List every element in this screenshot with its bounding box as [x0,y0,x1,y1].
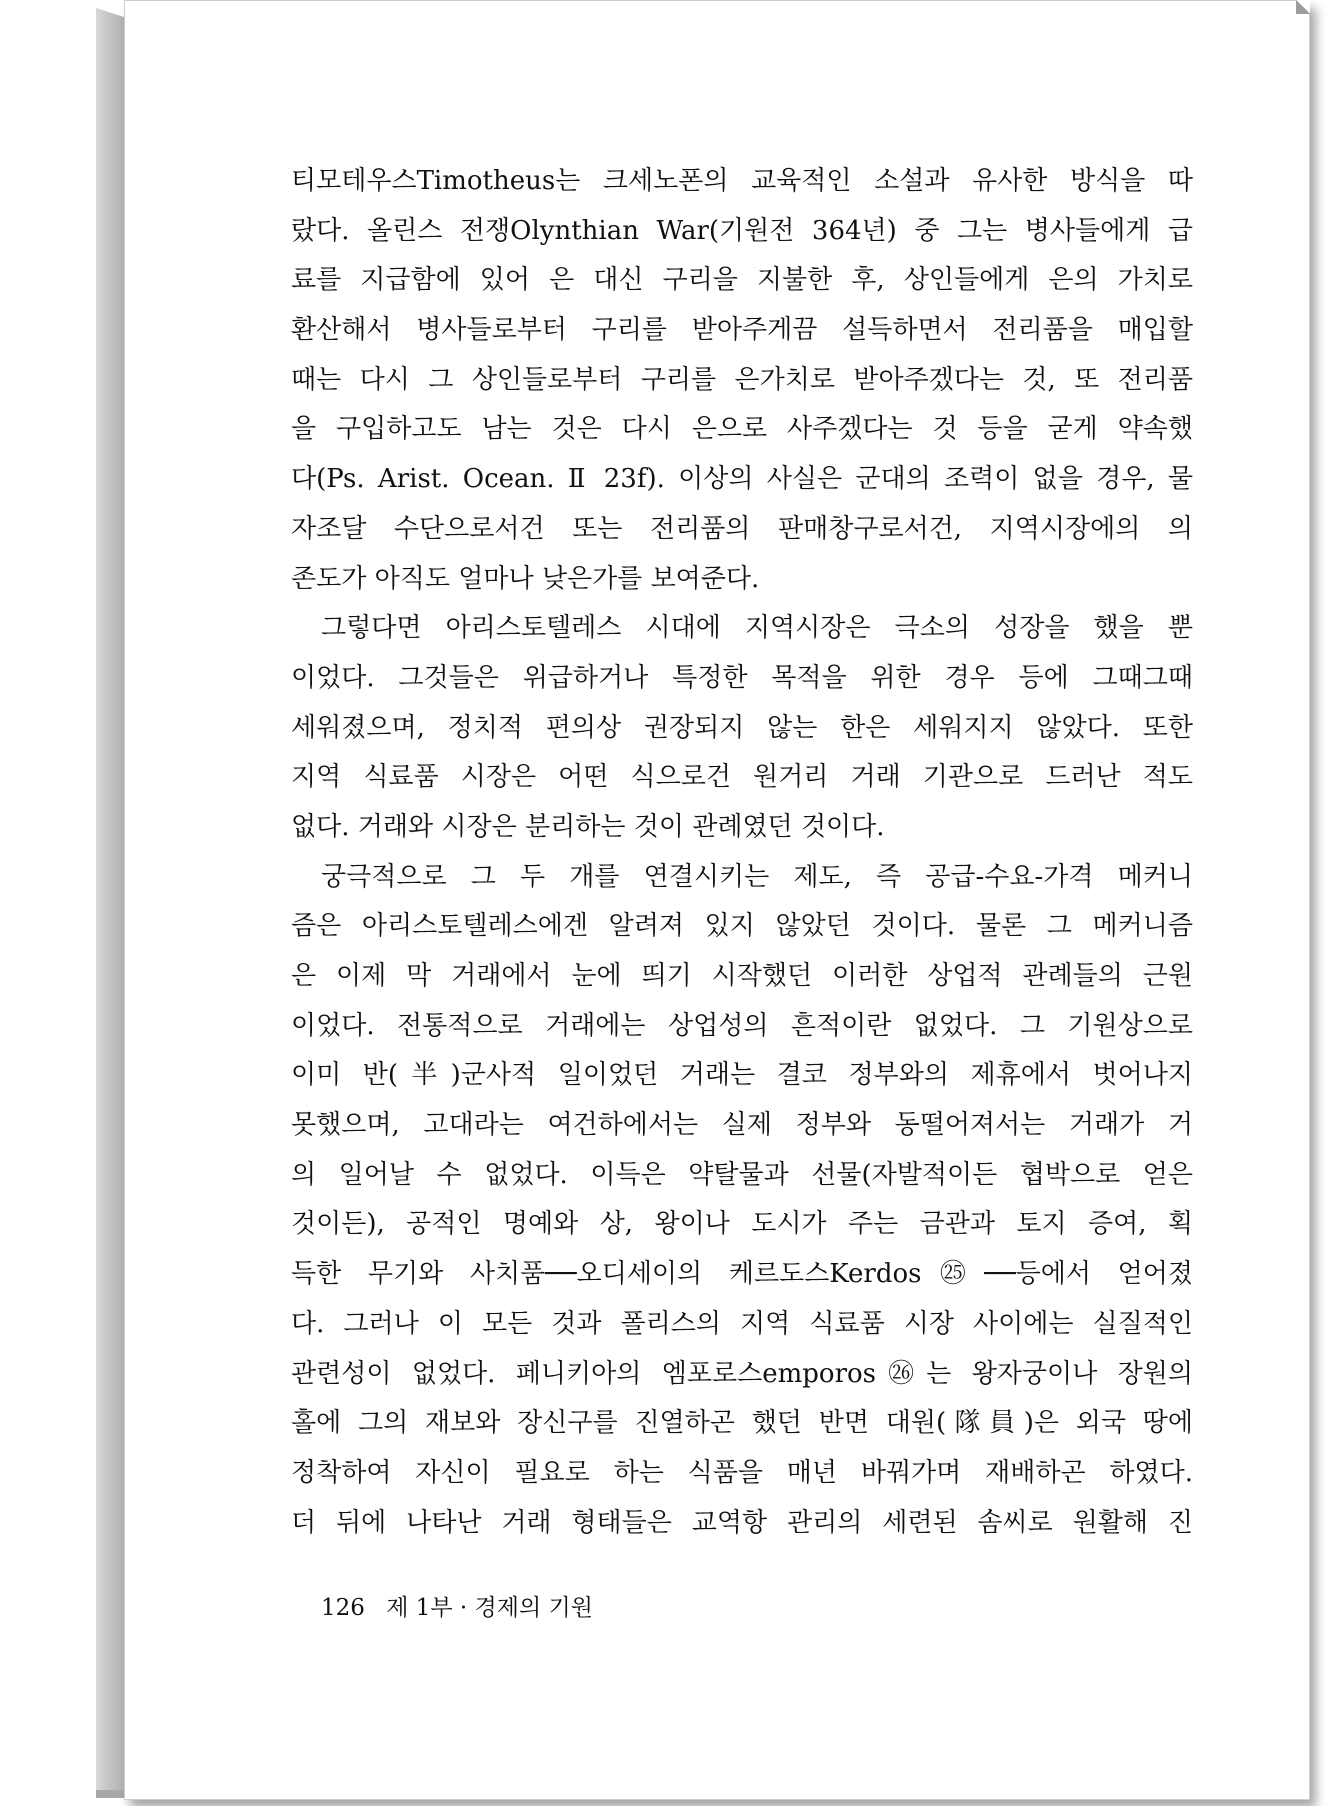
text-line: 세워졌으며, 정치적 편의상 권장되지 않는 한은 세워지지 않았다. 또한 [291,712,1193,743]
text-line: 랐다. 올린스 전쟁Olynthian War(기원전 364년) 중 그는 병사들에게 급 [291,215,1193,246]
text-line: 때는 다시 그 상인들로부터 구리를 은가치로 받아주겠다는 것, 또 전리품 [291,364,1193,395]
paragraph [291,157,1193,604]
text-line: 의 일어날 수 없었다. 이득은 약탈물과 선물(자발적이든 협박으로 얻은 [291,1159,1193,1190]
body-text [291,157,1193,1548]
text-line: 다(Ps. Arist. Ocean. Ⅱ 23f). 이상의 사실은 군대의 조력이 없을 경우, 물 [291,464,1193,495]
text-line: 홀에 그의 재보와 장신구를 진열하곤 했던 반면 대원(隊員)은 외국 땅에 [291,1408,1193,1439]
book-page [124,0,1310,1800]
book-spine [96,8,124,1798]
page-number: 126 [321,1595,365,1621]
text-line: 료를 지급함에 있어 은 대신 구리을 지불한 후, 상인들에게 은의 가치로 [291,265,1193,296]
page-corner [1296,0,1310,14]
text-line: 지역 식료품 시장은 어떤 식으로건 원거리 거래 기관으로 드러난 적도 [291,762,1193,793]
text-line: 이었다. 전통적으로 거래에는 상업성의 흔적이란 없었다. 그 기원상으로 [291,1010,1193,1041]
text-line: 은 이제 막 거래에서 눈에 띄기 시작했던 이러한 상업적 관례들의 근원 [291,961,1193,991]
text-line: 을 구입하고도 남는 것은 다시 은으로 사주겠다는 것 등을 굳게 약속했 [291,414,1193,445]
text-line: 이미 반(半)군사적 일이었던 거래는 결코 정부와의 제휴에서 벗어나지 [291,1060,1193,1091]
text-line: 그렇다면 아리스토텔레스 시대에 지역시장은 극소의 성장을 했을 뿐 [321,613,1193,644]
text-line: 자조달 수단으로서건 또는 전리품의 판매창구로서건, 지역시장에의 의 [291,513,1193,544]
text-line: 이었다. 그것들은 위급하거나 특정한 목적을 위한 경우 등에 그때그때 [291,662,1193,693]
running-footer-section: 제 1부 · 경제의 기원 [386,1595,593,1621]
text-line: 정착하여 자신이 필요로 하는 식품을 매년 바꿔가며 재배하곤 하였다. [291,1457,1193,1488]
text-line: 더 뒤에 나타난 거래 형태들은 교역항 관리의 세련된 솜씨로 원활해 진 [291,1507,1193,1538]
text-line: 궁극적으로 그 두 개를 연결시키는 제도, 즉 공급-수요-가격 메커니 [321,861,1193,892]
paragraph [291,853,1193,1549]
text-line: 즘은 아리스토텔레스에겐 알려져 있지 않았던 것이다. 물론 그 메커니즘 [291,911,1193,942]
paragraph [291,604,1193,852]
text-line: 못했으며, 고대라는 여건하에서는 실제 정부와 동떨어져서는 거래가 거 [291,1110,1193,1141]
text-line: 환산해서 병사들로부터 구리를 받아주게끔 설득하면서 전리품을 매입할 [291,315,1193,346]
text-line: 것이든), 공적인 명예와 상, 왕이나 도시가 주는 금관과 토지 증여, 획 [291,1209,1193,1240]
text-line: 존도가 아직도 얼마나 낮은가를 보여준다. [291,563,760,594]
text-line: 다. 그러나 이 모든 것과 폴리스의 지역 식료품 시장 사이에는 실질적인 [291,1308,1193,1339]
book-spine-bottom [96,1790,124,1798]
text-line: 관련성이 없었다. 페니키아의 엠포로스emporos㉖는 왕자궁이나 장원의 [291,1358,1193,1389]
text-line: 없다. 거래와 시장은 분리하는 것이 관례였던 것이다. [291,811,885,842]
text-line: 티모테우스Timotheus는 크세노폰의 교육적인 소설과 유사한 방식을 따 [291,166,1193,196]
page-footer [321,1589,593,1622]
text-line: 득한 무기와 사치품──오디세이의 케르도스Kerdos㉕──등에서 얻어졌 [291,1259,1193,1290]
